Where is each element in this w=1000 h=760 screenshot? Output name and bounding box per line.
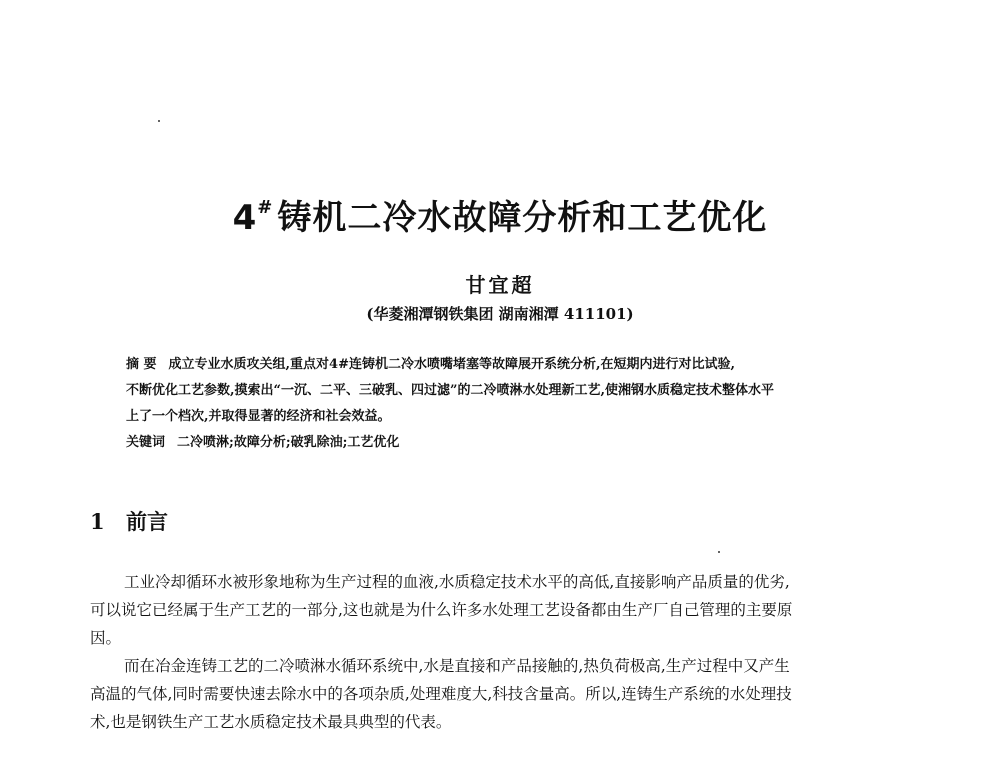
- abstract-label: 摘 要: [126, 357, 157, 372]
- abstract-text: 成立专业水质攻关组,重点对4#连铸机二冷水喷嘴堵塞等故障展开系统分析,在短期内进行对比试验,: [168, 357, 736, 372]
- author-name: 甘宜超: [465, 273, 535, 297]
- body-paragraph: [90, 568, 916, 652]
- abstract-line: [126, 352, 896, 378]
- keywords-line: [126, 430, 896, 456]
- section-title: 前言: [126, 510, 168, 534]
- title-text: 铸机二冷水故障分析和工艺优化: [277, 198, 768, 238]
- author-affiliation: (华菱湘潭钢铁集团 湖南湘潭 411101): [366, 305, 634, 323]
- title-number: 4: [232, 198, 258, 238]
- scan-speck: [158, 120, 160, 122]
- paragraph-line: 而在冶金连铸工艺的二冷喷淋水循环系统中,水是直接和产品接触的,热负荷极高,生产过程中又产生: [124, 657, 790, 675]
- title-mark: #: [257, 197, 274, 218]
- paragraph-line: 可以说它已经属于生产工艺的一部分,这也就是为什么许多水处理工艺设备都由生产厂自己管理的主要原: [90, 601, 793, 619]
- paragraph-line: 高温的气体,同时需要快速去除水中的各项杂质,处理难度大,科技含量高。所以,连铸生产系统的水处理技: [90, 685, 792, 703]
- abstract-block: [126, 352, 896, 456]
- keywords-label: 关键词: [126, 435, 166, 450]
- keywords-text: 二冷喷淋;故障分析;破乳除油;工艺优化: [177, 435, 400, 450]
- section-number: 1: [90, 509, 105, 534]
- abstract-line: 不断优化工艺参数,摸索出“一沉、二平、三破乳、四过滤”的二冷喷淋水处理新工艺,使湘钢水质稳定技术整体水平: [126, 383, 775, 398]
- paragraph-line: 术,也是钢铁生产工艺水质稳定技术最具典型的代表。: [90, 713, 452, 731]
- paragraph-line: 因。: [90, 629, 122, 647]
- paragraph-line: 工业冷却循环水被形象地称为生产过程的血液,水质稳定技术水平的高低,直接影响产品质量的优劣,: [124, 573, 790, 591]
- body-paragraph: [90, 652, 916, 736]
- scan-speck: [718, 551, 720, 553]
- section-heading: [90, 508, 168, 536]
- abstract-line: 上了一个档次,并取得显著的经济和社会效益。: [126, 409, 391, 424]
- paper-title: [0, 186, 1000, 240]
